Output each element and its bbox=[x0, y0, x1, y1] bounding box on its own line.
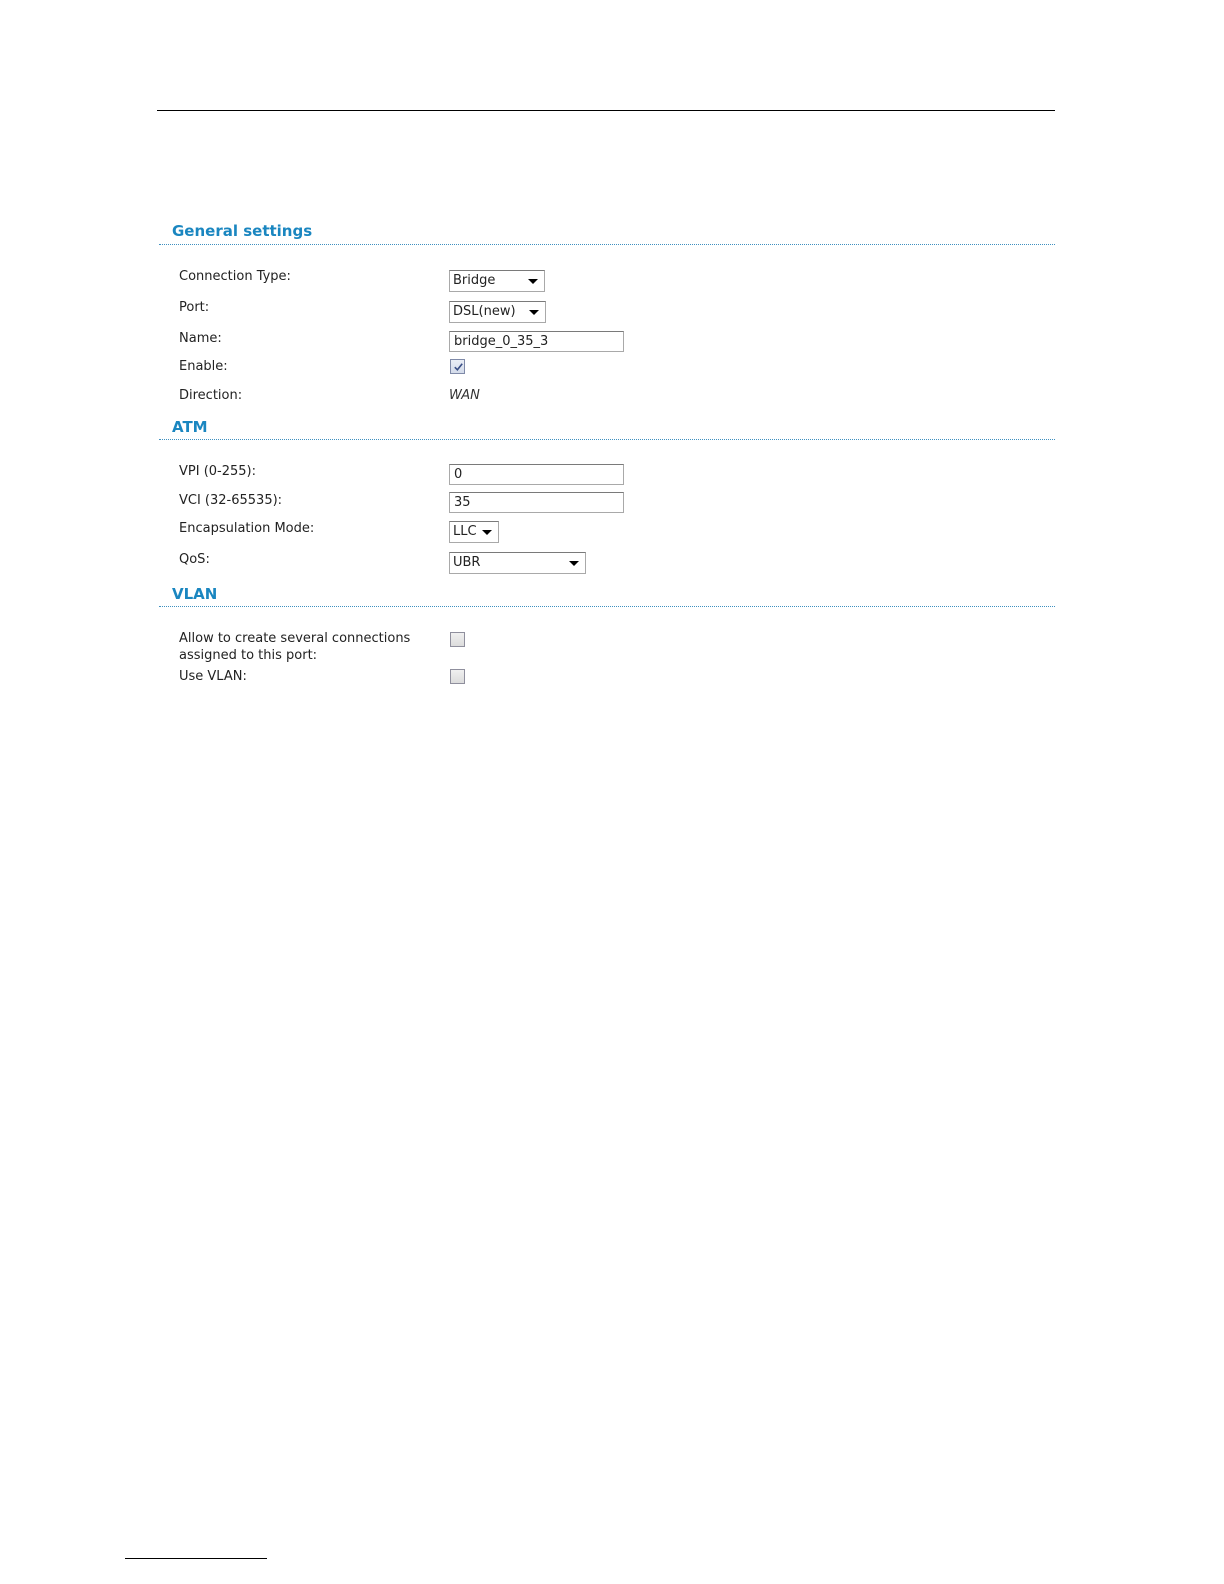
chevron-down-icon bbox=[569, 561, 579, 566]
section-title-general-settings: General settings bbox=[172, 222, 313, 240]
enable-label: Enable: bbox=[179, 359, 228, 374]
qos-label: QoS: bbox=[179, 552, 210, 567]
section-separator bbox=[159, 244, 1055, 245]
footnote-rule bbox=[125, 1558, 267, 1559]
chevron-down-icon bbox=[482, 530, 492, 535]
allow-multiple-connections-checkbox[interactable] bbox=[450, 632, 465, 647]
section-title-vlan: VLAN bbox=[172, 585, 218, 603]
name-label: Name: bbox=[179, 331, 222, 346]
encapsulation-mode-value: LLC bbox=[453, 524, 477, 539]
enable-checkbox[interactable] bbox=[450, 359, 465, 374]
section-title-atm: ATM bbox=[172, 418, 208, 436]
qos-value: UBR bbox=[453, 555, 481, 570]
connection-type-select[interactable] bbox=[449, 270, 545, 292]
chevron-down-icon bbox=[528, 279, 538, 284]
port-select[interactable] bbox=[449, 301, 546, 323]
name-input[interactable] bbox=[449, 331, 624, 352]
direction-label: Direction: bbox=[179, 388, 243, 403]
vci-input[interactable] bbox=[449, 492, 624, 513]
port-value: DSL(new) bbox=[453, 304, 516, 319]
section-separator bbox=[159, 439, 1055, 440]
encapsulation-mode-select[interactable] bbox=[449, 521, 499, 543]
vpi-input[interactable] bbox=[449, 464, 624, 485]
section-separator bbox=[159, 606, 1055, 607]
checkmark-icon bbox=[454, 363, 463, 371]
use-vlan-label: Use VLAN: bbox=[179, 669, 247, 684]
qos-select[interactable] bbox=[449, 552, 586, 574]
vpi-label: VPI (0-255): bbox=[179, 464, 256, 479]
page-top-rule bbox=[157, 110, 1055, 111]
use-vlan-checkbox[interactable] bbox=[450, 669, 465, 684]
encapsulation-mode-label: Encapsulation Mode: bbox=[179, 521, 315, 536]
connection-type-value: Bridge bbox=[453, 273, 496, 288]
vci-label: VCI (32-65535): bbox=[179, 493, 283, 508]
port-label: Port: bbox=[179, 300, 210, 315]
direction-value: WAN bbox=[449, 388, 480, 403]
allow-multiple-connections-label: Allow to create several connections assigned to this port: bbox=[179, 631, 411, 663]
connection-type-label: Connection Type: bbox=[179, 269, 291, 284]
chevron-down-icon bbox=[529, 310, 539, 315]
